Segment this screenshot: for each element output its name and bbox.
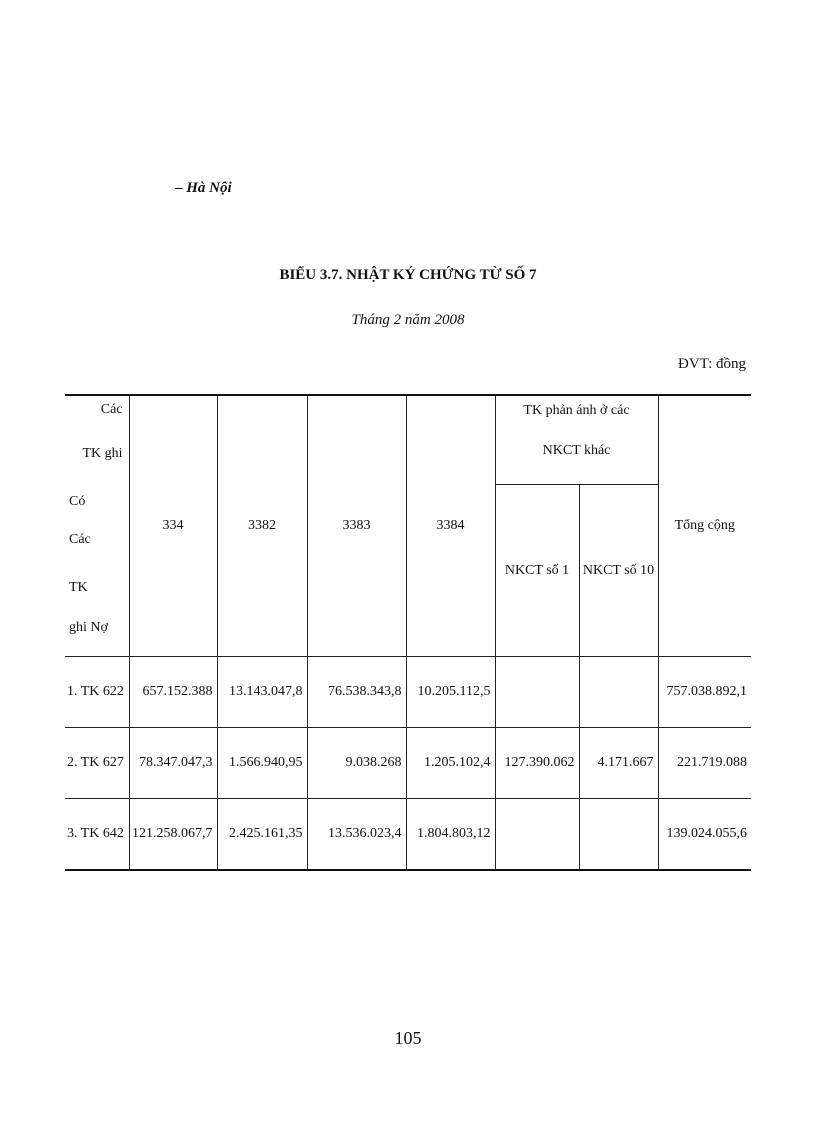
cell-value bbox=[495, 657, 579, 728]
cell-value: 78.347.047,3 bbox=[129, 728, 217, 799]
corner-top-line-2: TK ghi bbox=[82, 445, 123, 461]
cell-value: 4.171.667 bbox=[579, 728, 658, 799]
group-header-line-1: TK phản ánh ở các bbox=[523, 403, 630, 418]
cell-value bbox=[579, 799, 658, 871]
cell-value: 1.804.803,12 bbox=[406, 799, 495, 871]
row-label: 1. TK 622 bbox=[65, 657, 129, 728]
column-header-3383: 3383 bbox=[307, 395, 406, 657]
corner-bottom-line-2: Các bbox=[69, 531, 91, 547]
cell-total: 757.038.892,1 bbox=[658, 657, 751, 728]
cell-value: 1.566.940,95 bbox=[217, 728, 307, 799]
corner-bottom-line-1: Có bbox=[69, 493, 86, 509]
corner-top-line-1: Các bbox=[100, 401, 123, 417]
column-header-334: 334 bbox=[129, 395, 217, 657]
row-label: 3. TK 642 bbox=[65, 799, 129, 871]
cell-value bbox=[495, 799, 579, 871]
corner-header-cell bbox=[65, 395, 129, 657]
table-row bbox=[65, 728, 751, 799]
corner-bottom-line-4: ghi Nợ bbox=[69, 619, 108, 635]
cell-value: 1.205.102,4 bbox=[406, 728, 495, 799]
cell-total: 139.024.055,6 bbox=[658, 799, 751, 871]
cell-value: 127.390.062 bbox=[495, 728, 579, 799]
cell-value: 10.205.112,5 bbox=[406, 657, 495, 728]
header-place: – Hà Nội bbox=[175, 180, 232, 196]
corner-bottom-line-3: TK bbox=[69, 579, 88, 595]
sub-column-header-nkct-1: NKCT số 1 bbox=[495, 485, 579, 657]
document-subtitle: Tháng 2 năm 2008 bbox=[351, 312, 465, 328]
column-header-3384: 3384 bbox=[406, 395, 495, 657]
journal-table bbox=[65, 394, 751, 871]
cell-value: 13.143.047,8 bbox=[217, 657, 307, 728]
table-row bbox=[65, 657, 751, 728]
document-title: BIỂU 3.7. NHẬT KÝ CHỨNG TỪ SỐ 7 bbox=[279, 267, 537, 283]
page-number: 105 bbox=[394, 1028, 422, 1048]
cell-value: 76.538.343,8 bbox=[307, 657, 406, 728]
group-header-line-2: NKCT khác bbox=[542, 443, 611, 458]
group-header-other-nkct bbox=[495, 395, 658, 485]
cell-value: 121.258.067,7 bbox=[129, 799, 217, 871]
cell-value: 9.038.268 bbox=[307, 728, 406, 799]
cell-value bbox=[579, 657, 658, 728]
cell-value: 13.536.023,4 bbox=[307, 799, 406, 871]
column-header-3382: 3382 bbox=[217, 395, 307, 657]
column-header-total: Tổng cộng bbox=[658, 395, 751, 657]
cell-value: 2.425.161,35 bbox=[217, 799, 307, 871]
sub-column-header-nkct-10: NKCT số 10 bbox=[579, 485, 658, 657]
table-row bbox=[65, 799, 751, 871]
cell-value: 657.152.388 bbox=[129, 657, 217, 728]
currency-unit: ĐVT: đồng bbox=[678, 356, 746, 372]
cell-total: 221.719.088 bbox=[658, 728, 751, 799]
row-label: 2. TK 627 bbox=[65, 728, 129, 799]
